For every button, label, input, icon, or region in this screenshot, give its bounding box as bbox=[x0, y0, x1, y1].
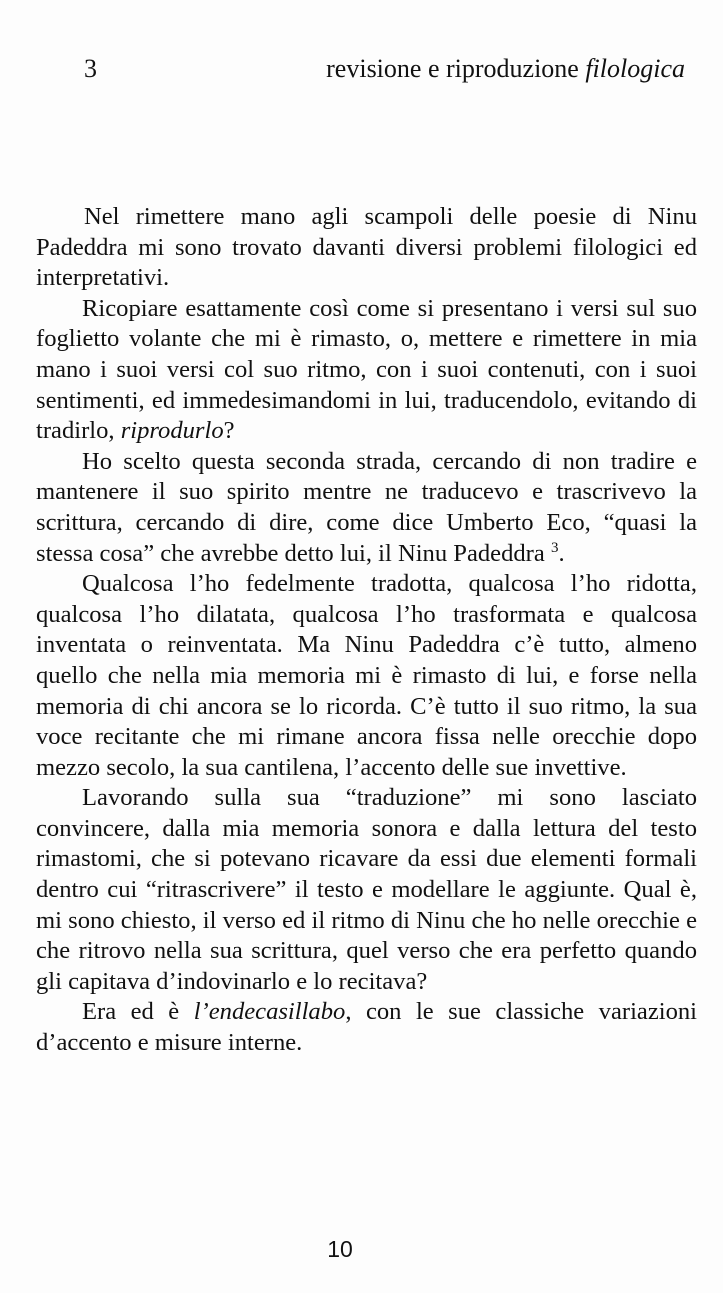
running-header-italic: filologica bbox=[585, 54, 685, 83]
chapter-number: 3 bbox=[84, 54, 97, 83]
body-text bbox=[36, 202, 697, 1059]
paragraph-3-text: Ho scelto questa seconda strada, cercando di non tradire e mantenere il suo spirito mentre ne traducevo e trascrivevo la scrittura, cercando di dire, come dice Umberto Eco, “quasi la stessa cosa” che avrebbe detto lui, il Ninu Padeddra bbox=[36, 447, 697, 567]
paragraph-6-end: , con le sue classiche variazioni d’accento e misure interne. bbox=[36, 998, 698, 1057]
running-header bbox=[326, 54, 685, 84]
paragraph-6-italic: l’endecasillabo bbox=[193, 998, 346, 1026]
paragraph-2 bbox=[36, 294, 697, 447]
running-header-plain: revisione e riproduzione bbox=[326, 54, 586, 83]
paragraph-1: Nel rimettere mano agli scampoli delle poesie di Ninu Padeddra mi sono trovato davanti diversi problemi filologici ed interpretativi. bbox=[36, 203, 697, 292]
paragraph-3 bbox=[36, 447, 697, 569]
paragraph-2-end: ? bbox=[223, 417, 235, 445]
footnote-marker: 3 bbox=[550, 539, 559, 556]
paragraph-2-italic: riprodurlo bbox=[120, 417, 224, 445]
paragraph-2-text: Ricopiare esattamente così come si presentano i versi sul suo foglietto volante che mi è rimasto, o, mettere e rimettere in mia mano i suoi versi col suo ritmo, con i suoi contenuti, con i suoi sentimenti, ed immedesimandomi in lui, traducendolo, evitando di tradirlo, bbox=[36, 294, 697, 445]
paragraph-5: Lavorando sulla sua “traduzione” mi sono lasciato convincere, dalla mia memoria sonora e dalla lettura del testo rimastomi, che si potevano ricavare da essi due elementi formali dentro cui “ritrascrivere” il testo e modellare le aggiunte. Qual è, mi sono chiesto, il verso ed il ritmo di Ninu che ho nelle orecchie e che ritrovo nella sua scrittura, quel verso che era perfetto quando gli capitava d’indovinarlo e lo recitava? bbox=[36, 784, 697, 995]
paragraph-6 bbox=[36, 997, 697, 1058]
paragraph-3-end: . bbox=[558, 539, 565, 567]
page-number: 10 bbox=[327, 1236, 353, 1262]
paragraph-4: Qualcosa l’ho fedelmente tradotta, qualcosa l’ho ridotta, qualcosa l’ho dilatata, qualcosa l’ho trasformata e qualcosa inventata o reinventata. Ma Ninu Padeddra c’è tutto, almeno quello che nella mia memoria mi è rimasto di lui, e forse nella memoria di chi ancora se lo ricorda. C’è tutto il suo ritmo, la sua voce recitante che mi rimane ancora fissa nelle orecchie dopo mezzo secolo, la sua cantilena, l’accento delle sue invettive. bbox=[36, 570, 697, 781]
paragraph-6-text: Era ed è bbox=[82, 998, 194, 1026]
